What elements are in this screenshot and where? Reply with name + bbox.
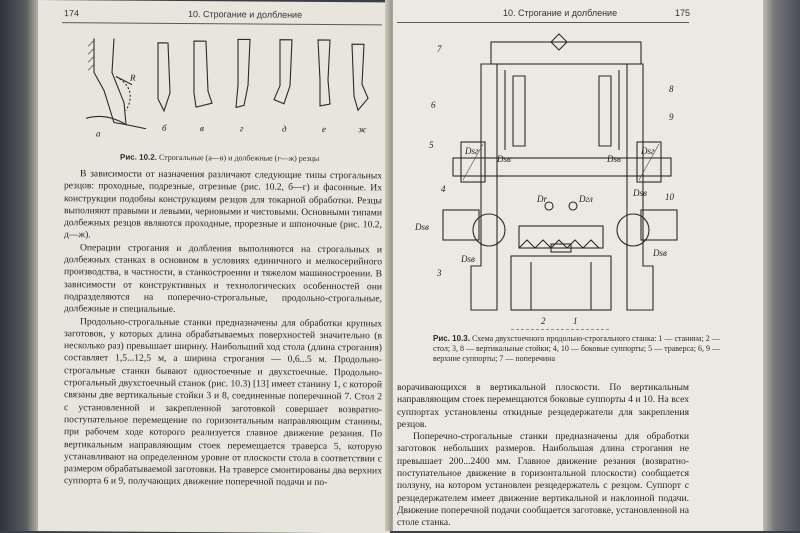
motion-label: Dsв xyxy=(607,154,621,164)
column-right xyxy=(627,64,653,310)
figure-caption-label: Рис. 10.2. xyxy=(120,152,157,162)
figure-caption-text: Схема двухстоечного продольно-строгального станка: 1 — станина; 2 — стол; 3, 8 — вертикальные стойки; 4, 10 — боковые суппорты; 5 — траверса; 6, 9 — верхние суппорты; 7 — поперечина xyxy=(433,334,720,363)
part-number: 7 xyxy=(437,44,442,54)
tool-b xyxy=(158,43,170,111)
crossbeam xyxy=(491,42,641,64)
left-page xyxy=(38,0,390,533)
motion-label: Dsг xyxy=(465,146,479,156)
motion-label: Dsв xyxy=(461,254,475,264)
motion-label: Dгл xyxy=(579,194,593,204)
tool-label-v: в xyxy=(200,123,204,134)
part-number: 6 xyxy=(431,100,436,110)
part-number: 1 xyxy=(573,316,578,326)
part-number: 4 xyxy=(441,184,446,194)
motion-label: Dsв xyxy=(497,154,511,164)
running-header: 10. Строгание и долбление xyxy=(503,8,618,18)
tool-zh xyxy=(352,44,368,110)
figure-10-2-tools xyxy=(86,32,376,146)
paragraph: Продольно-строгальные станки предназначены для обработки крупных заготовок, у которых длина обрабатываемых поверхностей значительно (в несколько раз) превышает ширину. Наибольший ход стола (длина строгания) составляет 1,5...12,5 м, а ширина строгания — 0,6...5 м. Продольно-строгальные станки бывают одностоечные и двухстоечные. Продольно-строгальный двухстоечный станок (рис. 10.3) [13] имеет станину 1, с которой связаны две вертикальные стойки 3 и 8, соединенные поперечиной 7. Стол 2 с установленной и закрепленной заготовкой совершает возвратно-поступательное перемещение по горизонтальным направляющим станины, при рабочем ходе которого реализуется главное движение резания. По вертикальным направляющим стоек перемещается траверса 5, которую устанавливают на определенном уровне от плоскости стола в соответствии с размером обрабатываемой заготовки. На траверсе смонтированы два верхних суппорта 6 и 9, получающих движение поперечной подачи и по- xyxy=(64,315,382,489)
motion-label: Dsв xyxy=(415,222,429,232)
part-number: 10 xyxy=(665,192,674,202)
book-edge-left xyxy=(0,0,38,531)
tool-label-e: е xyxy=(322,123,326,135)
tool-e xyxy=(318,40,330,106)
page-number: 174 xyxy=(64,8,80,19)
column-left xyxy=(471,64,497,310)
paragraph: Поперечно-строгальные станки предназначены для обработки заготовок небольших размеров. Наибольшая длина строгания не превышает 200...2400 мм. Главное движение резания (возвратно-поступательное движение в горизонтальной плоскости) сообщается ползуну, на котором установлен резцедержатель с резцом. Суппорт с резцедержателем имеет движение вертикальной и наклонной подачи. Движение поперечной подачи сообщается заготовке, установленной на столе станка. xyxy=(397,431,689,529)
motion-label: Dsв xyxy=(633,188,647,198)
tool-label-b: б xyxy=(162,122,167,133)
tool-label-g: г xyxy=(240,123,244,134)
motion-label: Dsв xyxy=(653,248,667,258)
part-number: 2 xyxy=(541,316,546,326)
crossrail xyxy=(453,158,671,176)
part-number: 9 xyxy=(669,112,674,122)
tool-d xyxy=(274,40,292,104)
tool-label-d: д xyxy=(282,123,287,134)
paragraph: ворачивающихся в вертикальной плоскости. По вертикальным направляющим стоек перемещаются боковые суппорты 4 и 10. На всех суппортах установлены откидные резцедержатели для закрепления резцов. xyxy=(397,382,689,430)
motion-label: Dsг xyxy=(641,146,655,156)
bed xyxy=(511,256,611,310)
tool-label-a: а xyxy=(96,128,101,139)
part-number: 5 xyxy=(429,140,434,150)
tool-label-zh: ж xyxy=(358,124,367,135)
header-rule xyxy=(62,22,382,25)
book-edge-right xyxy=(763,0,800,531)
part-number: 8 xyxy=(669,84,674,94)
tool-g xyxy=(236,39,250,107)
figure-10-3-planer-diagram xyxy=(401,30,691,330)
paragraph: В зависимости от назначения различают следующие типы строгальных резцов: проходные, подрезные, отрезные (рис. 10.2, б—г) и фасонные. Их конструкции подобны конструкциям резцов для токарной обработки. Резцы выполняют правыми и левыми, черновыми и чистовыми. Основными типами долбежных резцов являются проходные, прорезные и шпоночные (рис. 10.2, д—ж). xyxy=(64,168,382,241)
figure-caption xyxy=(433,334,733,364)
part-number: 3 xyxy=(437,268,442,278)
figure-caption xyxy=(120,153,380,165)
radius-label: R xyxy=(130,72,136,83)
body-text xyxy=(397,382,689,530)
right-page xyxy=(393,0,763,531)
header-rule xyxy=(397,22,689,23)
motion-label: Dr xyxy=(537,194,548,204)
paragraph: Операции строгания и долбления выполняются на строгальных и долбежных станках в основном в условиях единичного и мелкосерийного производства, в частности, в станкостроении и тяжелом машиностроении. В зависимости от конструктивных и технологических особенностей они подразделяются на поперечно-строгальные, продольно-строгальные, долбежные и специальные. xyxy=(64,242,382,316)
figure-caption-text: Строгальные (а—в) и долбежные (г—ж) резцы xyxy=(158,152,320,163)
tool-a xyxy=(86,38,146,128)
body-text xyxy=(64,168,382,490)
page-number: 175 xyxy=(675,8,691,18)
tool-v xyxy=(194,41,212,107)
side-head-right xyxy=(641,210,677,240)
figure-caption-label: Рис. 10.3. xyxy=(433,334,470,343)
running-header: 10. Строгание и долбление xyxy=(188,9,303,20)
